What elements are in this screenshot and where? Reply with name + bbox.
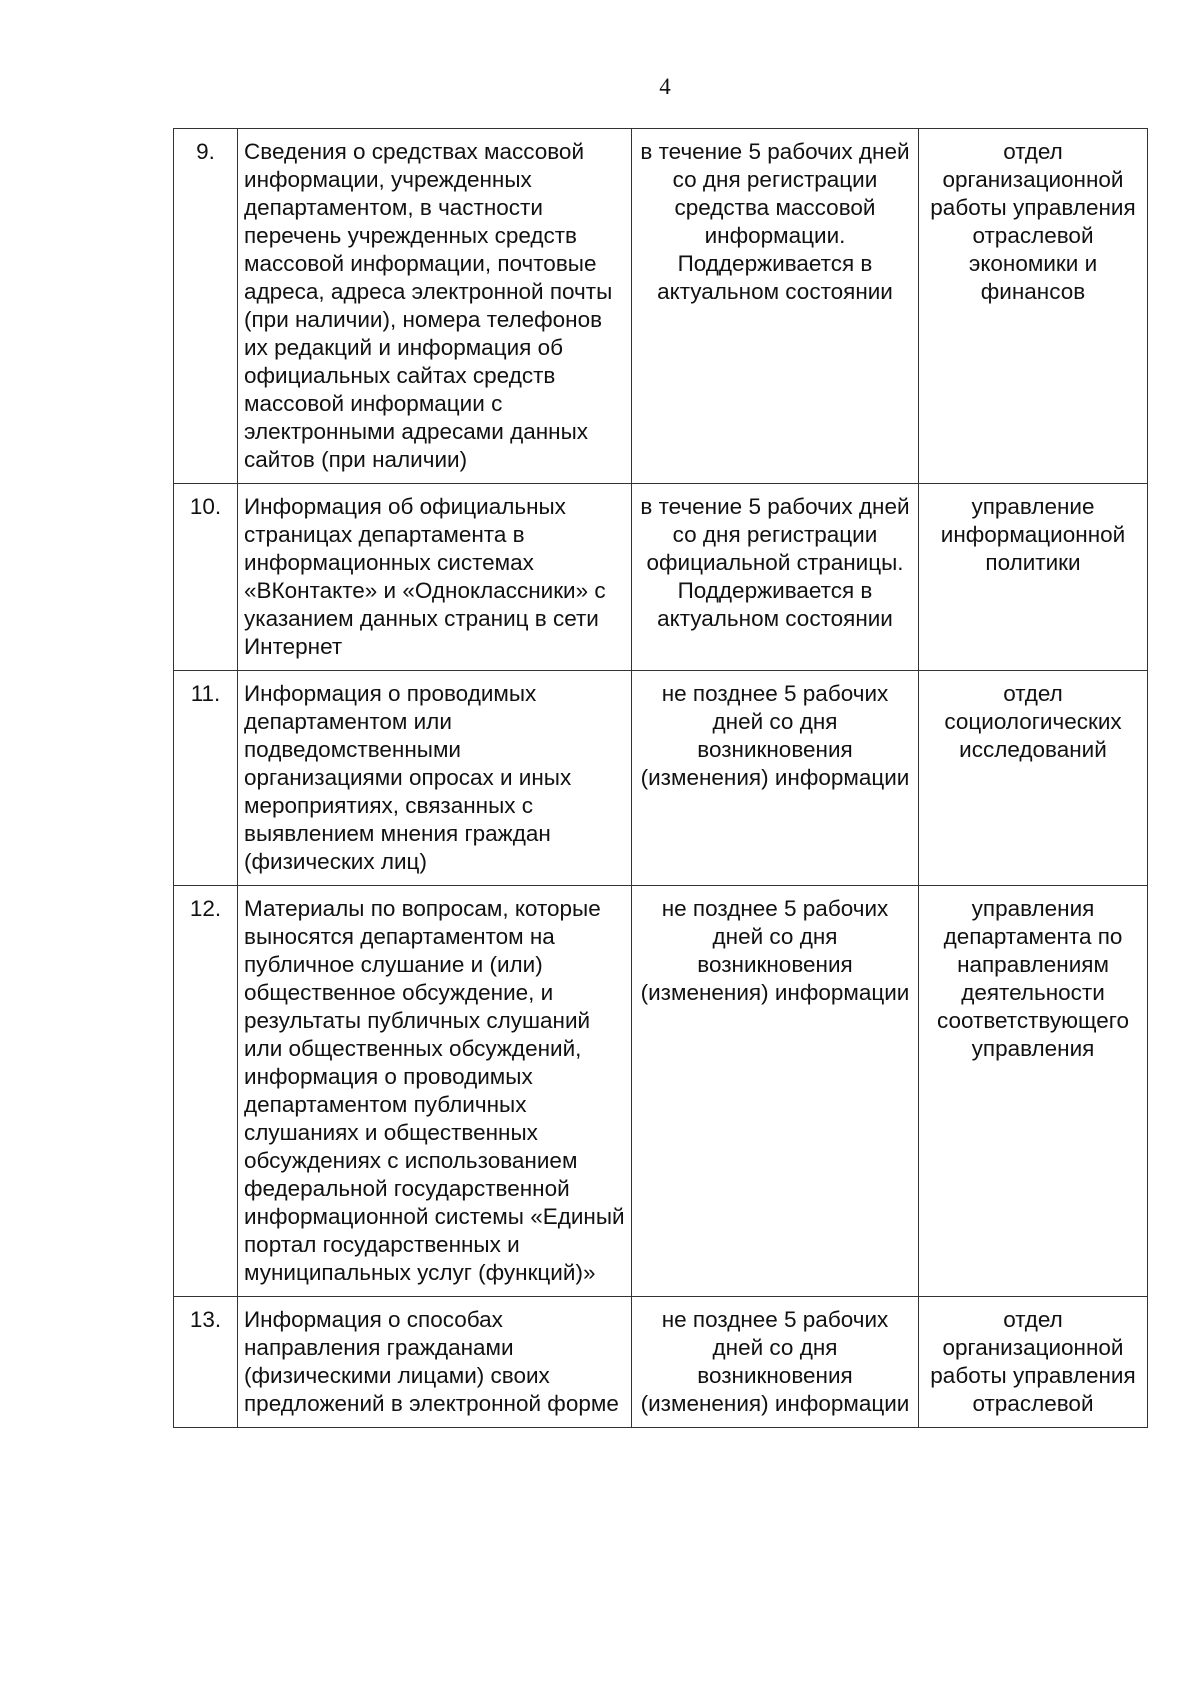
disclosure-table: [173, 128, 1148, 1428]
row-number: 10.: [174, 484, 238, 671]
row-number: 9.: [174, 129, 238, 484]
info-description: Информация о проводимых департаментом или подведомственными организациями опросах и иных мероприятиях, связанных с выявлением мнения граждан (физических лиц): [238, 671, 632, 886]
info-description: Материалы по вопросам, которые выносятся департаментом на публичное слушание и (или) общественное обсуждение, и результаты публичных слушаний или общественных обсуждений, информация о проводимых департаментом публичных слушаниях и общественных обсуждениях с использованием федеральной государственной информационной системы «Единый портал государственных и муниципальных услуг (функций)»: [238, 886, 632, 1297]
responsible-department: отдел организационной работы управления отраслевой: [919, 1297, 1148, 1428]
row-number: 12.: [174, 886, 238, 1297]
table-row: [174, 886, 1148, 1297]
row-number: 13.: [174, 1297, 238, 1428]
responsible-department: отдел социологических исследований: [919, 671, 1148, 886]
publication-term: в течение 5 рабочих дней со дня регистрации средства массовой информации. Поддерживается в актуальном состоянии: [632, 129, 919, 484]
table-row: [174, 484, 1148, 671]
responsible-department: управления департамента по направлениям деятельности соответствующего управления: [919, 886, 1148, 1297]
info-description: Информация об официальных страницах департамента в информационных системах «ВКонтакте» и «Одноклассники» с указанием данных страниц в сети Интернет: [238, 484, 632, 671]
info-description: Сведения о средствах массовой информации, учрежденных департаментом, в частности перечень учрежденных средств массовой информации, почтовые адреса, адреса электронной почты (при наличии), номера телефонов их редакций и информация об официальных сайтах средств массовой информации с электронными адресами данных сайтов (при наличии): [238, 129, 632, 484]
publication-term: в течение 5 рабочих дней со дня регистрации официальной страницы. Поддерживается в актуальном состоянии: [632, 484, 919, 671]
responsible-department: отдел организационной работы управления отраслевой экономики и финансов: [919, 129, 1148, 484]
table-row: [174, 671, 1148, 886]
publication-term: не позднее 5 рабочих дней со дня возникновения (изменения) информации: [632, 1297, 919, 1428]
responsible-department: управление информационной политики: [919, 484, 1148, 671]
table-row: [174, 129, 1148, 484]
table-row: [174, 1297, 1148, 1428]
publication-term: не позднее 5 рабочих дней со дня возникновения (изменения) информации: [632, 886, 919, 1297]
row-number: 11.: [174, 671, 238, 886]
info-description: Информация о способах направления гражданами (физическими лицами) своих предложений в электронной форме: [238, 1297, 632, 1428]
page-number: 4: [659, 74, 671, 99]
publication-term: не позднее 5 рабочих дней со дня возникновения (изменения) информации: [632, 671, 919, 886]
